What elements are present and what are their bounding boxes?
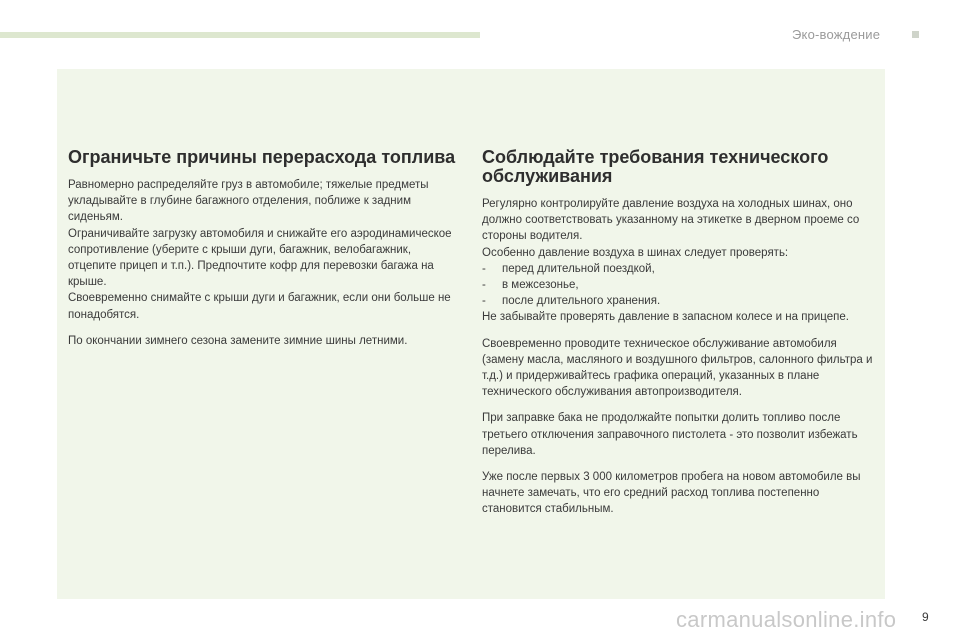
right-paragraph-3: Уже после первых 3 000 километров пробега на новом автомобиле вы начнете замечать, что его средний расход топлива постепенно становится стабильным. [482,471,861,516]
list-item [482,277,877,293]
dash-bullet: - [482,295,486,308]
list-item [482,293,877,309]
right-paragraph-2: При заправке бака не продолжайте попытки долить топливо после третьего отключения заправочного пистолета - это позволит избежать перелива. [482,412,858,457]
header-square-marker [912,31,919,38]
page-header-title: Эко-вождение [792,27,881,42]
list-item-text: после длительного хранения. [502,295,661,308]
spare-wheel-note: Не забывайте проверять давление в запасном колесе и на прицепе. [482,311,849,324]
left-column [68,148,458,359]
pressure-check-list [482,261,877,310]
list-item-text: в межсезонье, [502,279,579,292]
left-section-title: Ограничьте причины перерасхода топлива [68,147,456,167]
dash-bullet: - [482,262,486,275]
dash-bullet: - [482,279,486,292]
left-paragraph-1: Равномерно распределяйте груз в автомобиле; тяжелые предметы укладывайте в глубине багажного отделения, поближе к задним сиденьям. Ограничивайте загрузку автомобиля и снижайте его аэродинамическое сопротивление (уберите с крыши дуги, багажник, велобагажник, отцепите прицеп и т.п.). Предпочтите кофр для перевозки багажа на крыше. Своевременно снимайте с крыши дуги и багажник, если они больше не понадобятся. [68,179,452,321]
list-item-text: перед длительной поездкой, [502,262,655,275]
right-section-title: Соблюдайте требования технического обслуживания [482,147,829,186]
top-rule [0,32,480,38]
list-item [482,261,877,277]
right-intro: Регулярно контролируйте давление воздуха на холодных шинах, оно должно соответствовать указанному на этикетке в дверном проеме со стороны водителя. Особенно давление воздуха в шинах следует проверять: [482,198,860,259]
right-column [482,148,877,528]
content-panel [57,69,885,599]
page-number: 9 [922,610,929,624]
right-paragraph-1: Своевременно проводите техническое обслуживание автомобиля (замену масла, масляного и воздушного фильтров, салонного фильтра и т.д.) и придерживайтесь графика операций, указанных в плане технического обслуживания автопроизводителя. [482,337,873,399]
watermark: carmanualsonline.info [676,607,897,632]
left-paragraph-2: По окончании зимнего сезона замените зимние шины летними. [68,334,408,347]
